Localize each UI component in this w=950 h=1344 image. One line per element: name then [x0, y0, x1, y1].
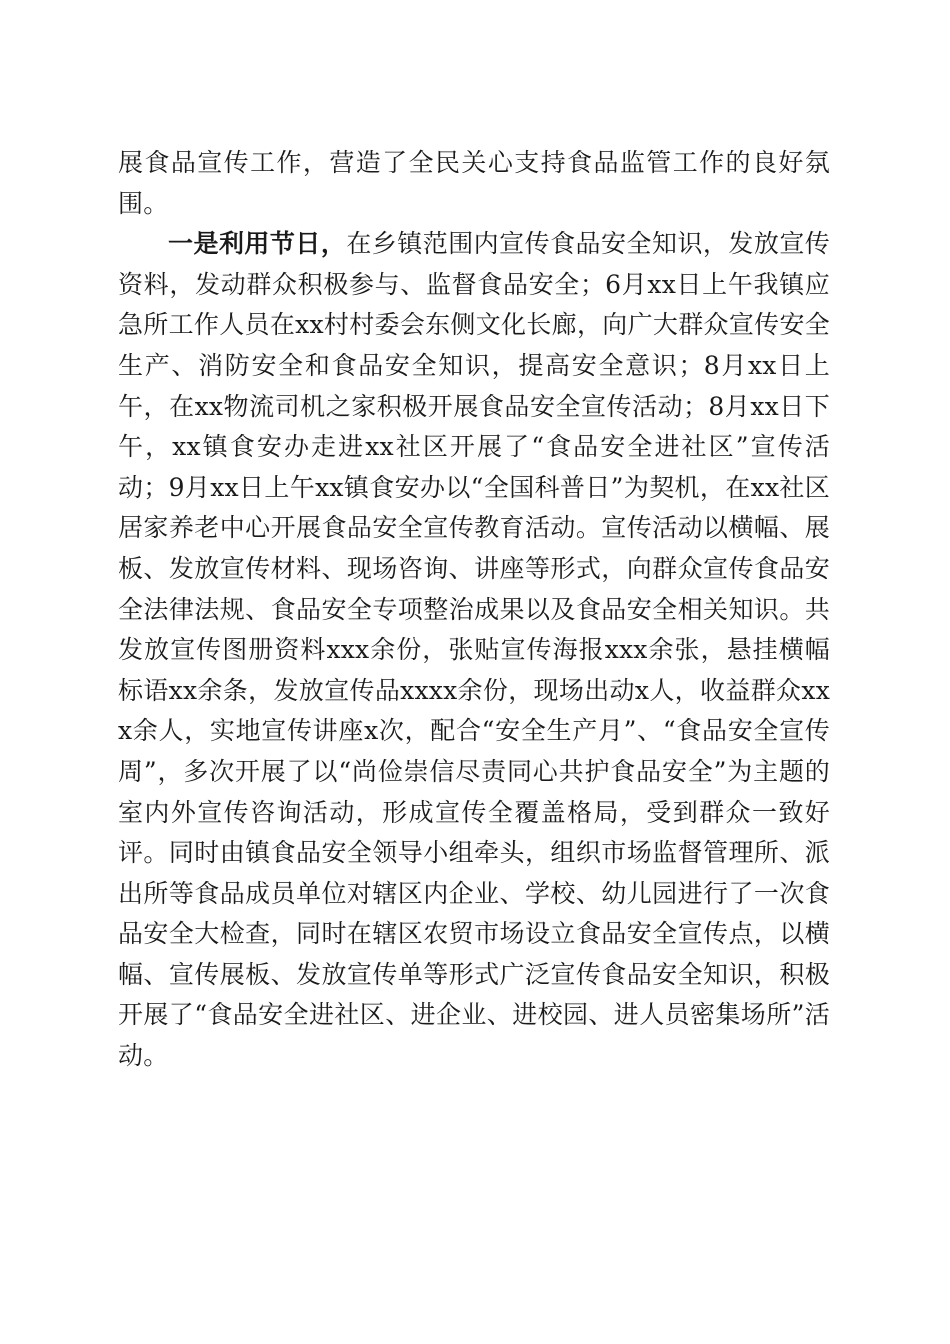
- paragraph-continued: 展食品宣传工作，营造了全民关心支持食品监管工作的良好氛围。: [118, 148, 830, 218]
- document-body: [118, 143, 830, 1077]
- paragraph-body: 在乡镇范围内宣传食品安全知识，发放宣传资料，发动群众积极参与、监督食品安全；6月xx日上午我镇应急所工作人员在xx村村委会东侧文化长廊，向广大群众宣传安全生产、消防安全和食品安全知识，提高安全意识；8月xx日上午，在xx物流司机之家积极开展食品安全宣传活动；8月xx日下午，xx镇食安办走进xx社区开展了“食品安全进社区”宣传活动；9月xx日上午xx镇食安办以“全国科普日”为契机，在xx社区居家养老中心开展食品安全宣传教育活动。宣传活动以横幅、展板、发放宣传材料、现场咨询、讲座等形式，向群众宣传食品安全法律法规、食品安全专项整治成果以及食品安全相关知识。共发放宣传图册资料xxx余份，张贴宣传海报xxx余张，悬挂横幅标语xx余条，发放宣传品xxxx余份，现场出动x人，收益群众xxx余人，实地宣传讲座x次，配合“安全生产月”、“食品安全宣传周”，多次开展了以“尚俭崇信尽责同心共护食品安全”为主题的室内外宣传咨询活动，形成宣传全覆盖格局，受到群众一致好评。同时由镇食品安全领导小组牵头，组织市场监督管理所、派出所等食品成员单位对辖区内企业、学校、幼儿园进行了一次食品安全大检查，同时在辖区农贸市场设立食品安全宣传点，以横幅、宣传展板、发放宣传单等形式广泛宣传食品安全知识，积极开展了“食品安全进社区、进企业、进校园、进人员密集场所”活动。: [118, 229, 830, 1071]
- paragraph-main: [118, 224, 830, 1076]
- paragraph-lead: 一是利用节日，: [168, 229, 347, 259]
